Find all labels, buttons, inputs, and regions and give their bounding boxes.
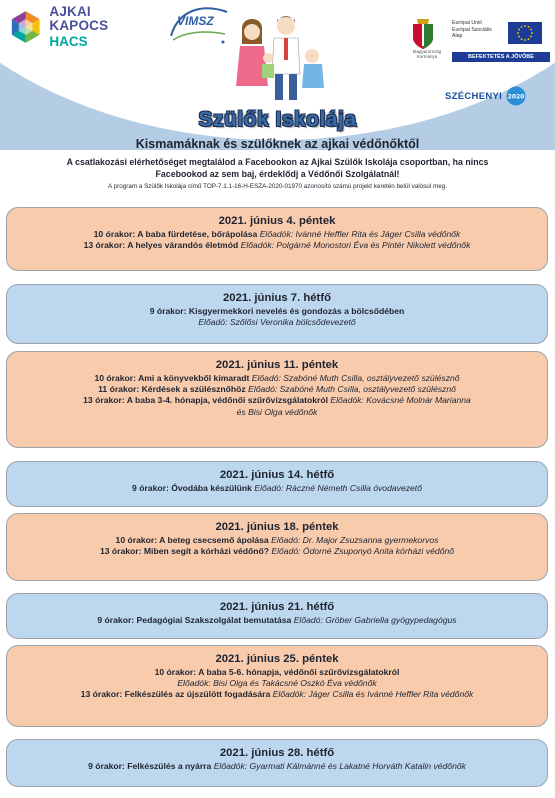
session-date: 2021. június 25. péntek [215, 653, 339, 665]
session-box [6, 351, 548, 448]
session-presenter: Előadók: Polgárné Monostori Éva és Pintér Nikolett védőnők [240, 240, 471, 251]
session-box [6, 284, 548, 344]
session-presenter: Előadó: Ódorné Zsuponyó Anita kórházi védőnő [271, 546, 455, 557]
szechenyi-logo [445, 86, 526, 106]
session-box [6, 461, 548, 507]
session-presenter: Előadók: Kovácsné Molnár Marianna [330, 395, 471, 406]
session-topic: 13 órakor: A helyes várandós életmód [83, 240, 239, 251]
ajkai-logo-line1: AJKAI KAPOCS [49, 4, 109, 33]
session-date: 2021. június 28. hétfő [219, 747, 335, 759]
session-topic: 9 órakor: Pedagógiai Szakszolgálat bemutatása [97, 615, 292, 625]
session-presenter: Előadók: Gyarmati Kálmánné és Lakatné Horváth Katalin védőnők [213, 761, 466, 771]
session-line [7, 317, 547, 328]
session-presenter: Előadó: Szőlősi Veronika bölcsődevezető [198, 317, 356, 328]
session-topic: 9 órakor: Kisgyermekkori nevelés és gondozás a bölcsődében [149, 306, 405, 316]
szechenyi-text: SZÉCHENYI [445, 90, 503, 102]
intro-line: Facebookod az sem baj, érdeklődj a Védőnői Szolgálatnál! [155, 168, 400, 179]
session-date: 2021. június 18. péntek [215, 521, 339, 533]
vimsz-logo [165, 2, 233, 48]
session-line [7, 395, 547, 406]
session-presenter: és Bisi Olga védőnők [236, 406, 318, 417]
page-title: Szülők Iskolája [198, 108, 357, 131]
session-line [7, 761, 547, 772]
session-box [6, 207, 548, 271]
session-box [6, 645, 548, 727]
session-presenter: Előadó: Gröber Gabriella gyógypedagógus [293, 615, 457, 625]
family-illustration-icon [228, 4, 334, 104]
session-topic: 10 órakor: A baba fürdetése, bőrápolása [93, 229, 258, 239]
session-topic: 13 órakor: Felkészülés az újszülött fogadására [80, 689, 271, 700]
session-presenter: Előadók: Ivánné Heffler Rita és Jáger Csilla védőnők [259, 229, 461, 239]
session-presenter: Előadó: Dr. Major Zsuzsanna gyermekorvos [271, 535, 439, 545]
hungarian-crest-icon [411, 18, 435, 50]
session-date: 2021. június 21. hétfő [219, 601, 335, 613]
session-date: 2021. június 11. péntek [215, 359, 339, 371]
eu-invest-banner: BEFEKTETÉS A JÖVŐBE [452, 52, 550, 62]
eu-funding-logo [411, 18, 543, 68]
session-line [7, 483, 547, 494]
intro-line: A csatlakozási elérhetőséget megtalálod a Facebookon az Ajkai Szülők Iskolája csoportban, ha nincs [66, 157, 489, 167]
session-line [7, 407, 547, 418]
vimsz-logo-text: VIMSZ [177, 14, 214, 28]
session-date: 2021. június 14. hétfő [219, 469, 335, 481]
szechenyi-badge-text: 2020 [507, 93, 525, 101]
session-topic: 9 órakor: Óvodába készülünk [132, 483, 252, 493]
ajkai-kapocs-logo [4, 4, 156, 50]
session-topic: 13 órakor: Miben segít a kórházi védőnő? [99, 546, 269, 557]
eu-text-line: Alap [452, 33, 463, 39]
page-subtitle: Kismamáknak és szülőknek az ajkai védőnőktől [135, 137, 420, 151]
session-line [7, 229, 547, 240]
session-line [7, 535, 547, 546]
session-line [7, 615, 547, 626]
session-box [6, 593, 548, 639]
session-topic: 10 órakor: Ami a könyvekből kimaradt [94, 373, 250, 383]
session-topic: 10 órakor: A baba 5-6. hónapja, védőnői szűrővizsgálatokról [154, 667, 400, 677]
session-date: 2021. június 4. péntek [218, 215, 336, 227]
eu-text-line: Európai Unió [452, 20, 482, 26]
session-line [7, 373, 547, 384]
session-presenter: Előadók: Bisi Olga és Takácsné Oszkó Éva védőnők [177, 678, 377, 689]
session-date: 2021. június 7. hétfő [223, 292, 331, 304]
session-presenter: Előadó: Szabóné Muth Csilla, osztályvezető szülésznő [251, 373, 460, 383]
session-topic: 9 órakor: Felkészülés a nyárra [88, 761, 212, 771]
program-note: A program a Szülők Iskolája című TOP-7.1.1-16-H-ESZA-2020-01970 azonosító számú projekt keretén belül valósul meg. [108, 183, 447, 190]
eu-text [452, 20, 508, 40]
session-topic: 13 órakor: A baba 3-4. hónapja, védőnői szűrővizsgálatokról [83, 395, 328, 406]
session-line [7, 678, 547, 689]
session-presenter: Előadók: Jáger Csilla és Ivánné Heffler Rita védőnők [272, 689, 474, 700]
session-presenter: Előadó: Szabóné Muth Csilla, osztályvezető szülésznő [248, 384, 456, 395]
government-label: Magyarország Kormánya [412, 49, 442, 59]
session-topic: 10 órakor: A beteg csecsemő ápolása [115, 535, 269, 545]
session-line [7, 240, 547, 251]
session-line [7, 384, 547, 395]
session-line [7, 689, 547, 700]
session-presenter: Előadó: Ráczné Németh Csilla óvodavezető [254, 483, 422, 493]
ajkai-logo-line2: HACS [49, 34, 88, 50]
intro-text [40, 157, 515, 181]
eu-flag-icon [508, 22, 542, 44]
szechenyi-badge-icon [506, 86, 526, 106]
hexagon-logo-icon [8, 9, 43, 45]
session-line [7, 546, 547, 557]
session-box [6, 739, 548, 787]
session-topic: 11 órakor: Kérdések a szülésznőhöz [98, 384, 246, 395]
session-line [7, 667, 547, 678]
eu-text-line: Európai Szociális [452, 26, 492, 33]
session-box [6, 513, 548, 581]
session-line [7, 306, 547, 317]
